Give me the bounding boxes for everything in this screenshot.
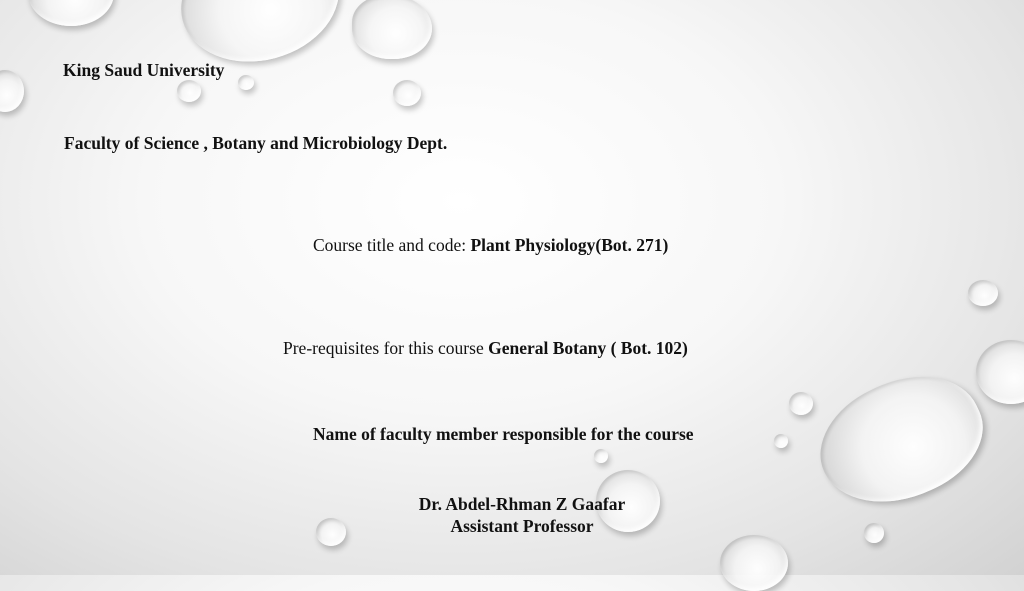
instructor-title: Assistant Professor — [450, 516, 594, 536]
prereq-value: General Botany ( Bot. 102) — [488, 338, 688, 358]
droplet — [352, 0, 432, 59]
droplet — [801, 352, 1000, 527]
droplet — [393, 80, 421, 106]
university-name: King Saud University — [63, 60, 225, 80]
droplet — [316, 518, 346, 546]
droplet — [968, 280, 998, 306]
course-value: Plant Physiology(Bot. 271) — [470, 235, 669, 255]
course-line — [313, 235, 668, 256]
droplet — [720, 535, 788, 591]
faculty-department: Faculty of Science , Botany and Microbiology Dept. — [64, 133, 448, 153]
droplet — [177, 80, 201, 102]
prerequisite-line — [283, 338, 688, 359]
instructor-name: Dr. Abdel-Rhman Z Gaafar — [418, 494, 626, 514]
droplet — [28, 0, 114, 26]
droplet — [594, 449, 608, 463]
droplet — [976, 340, 1024, 404]
droplet — [238, 75, 254, 90]
droplet — [0, 70, 24, 112]
droplet — [789, 392, 813, 415]
faculty-member-heading: Name of faculty member responsible for the course — [313, 424, 694, 444]
droplet — [864, 523, 884, 543]
course-label: Course title and code: — [313, 235, 471, 255]
droplet — [774, 434, 788, 448]
instructor-block — [372, 493, 672, 537]
prereq-label: Pre-requisites for this course — [283, 338, 489, 358]
